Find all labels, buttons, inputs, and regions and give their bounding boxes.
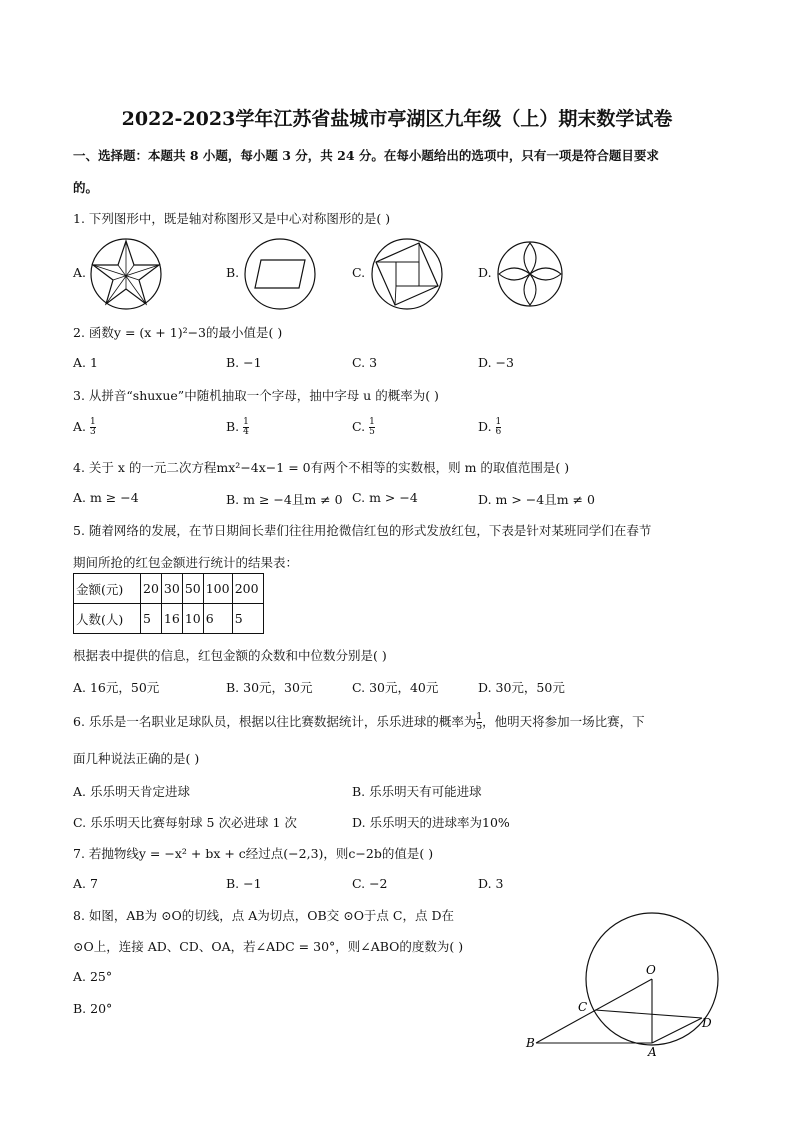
- q8-stem-line1: 8. 如图，AB为 ⊙O的切线，点 A为切点，OB交 ⊙O于点 C，点 D在: [73, 908, 454, 923]
- red-envelope-table: [73, 573, 264, 634]
- page-title: 2022-2023学年江苏省盐城市亭湖区九年级（上）期末数学试卷: [121, 108, 673, 130]
- q3-option-c-label: C.: [352, 419, 366, 434]
- section-heading: 一、选择题：本题共 8 小题，每小题 3 分，共 24 分。在每小题给出的选项中，只有一项是符合题目要求: [73, 148, 659, 163]
- fraction-denominator: 3: [90, 427, 96, 437]
- fraction-numerator: 1: [495, 417, 502, 427]
- q2-option-c: C. 3: [352, 355, 378, 370]
- q6-stem-post: ，他明天将参加一场比赛，下: [482, 714, 645, 729]
- q2-option-d: D. −3: [478, 355, 514, 370]
- q2-stem-post: 的最小值是( ): [206, 325, 283, 340]
- q6-stem-pre: 6. 乐乐是一名职业足球队员，根据以往比赛数据统计，乐乐进球的概率为: [73, 714, 477, 729]
- q1-option-c: C.: [352, 265, 366, 280]
- parallelogram-in-circle-figure: [243, 238, 317, 310]
- table-cell: 6: [203, 604, 232, 634]
- fraction-denominator: 6: [495, 427, 502, 437]
- q5-option-c: C. 30元，40元: [352, 680, 439, 695]
- q7-option-d: D. 3: [478, 876, 504, 891]
- q5-option-a: A. 16元，50元: [73, 680, 160, 695]
- point-label-b: B: [526, 1036, 535, 1050]
- tangent-circle-figure: [520, 910, 730, 1060]
- q3-option-b: [226, 418, 249, 437]
- table-cell: 5: [232, 604, 263, 634]
- q5-stem-line2: 期间所抢的红包金额进行统计的结果表：: [73, 555, 299, 570]
- table-cell: 金额(元): [74, 574, 141, 604]
- section-heading-cont: 的。: [73, 180, 99, 195]
- table-cell: 100: [203, 574, 232, 604]
- q7-option-b: B. −1: [226, 876, 262, 891]
- q3-option-d-label: D.: [478, 419, 492, 434]
- q6-option-b: B. 乐乐明天有可能进球: [352, 784, 482, 799]
- q5-question: 根据表中提供的信息，红包金额的众数和中位数分别是( ): [73, 648, 387, 663]
- q8-option-a: A. 25°: [73, 969, 113, 984]
- q7-option-c: C. −2: [352, 876, 388, 891]
- table-row: [74, 604, 264, 634]
- q1-option-a: A.: [73, 265, 87, 280]
- q3-option-a-fraction: [90, 418, 96, 437]
- q8-option-b: B. 20°: [73, 1001, 113, 1016]
- segment-ad: [652, 1018, 702, 1043]
- q3-option-c: [352, 418, 375, 437]
- fraction-denominator: 5: [476, 722, 483, 732]
- q4-stem: [73, 458, 569, 476]
- q6-stem-line1: [73, 712, 645, 732]
- q5-option-b: B. 30元，30元: [226, 680, 313, 695]
- q7-stem: 7. 若抛物线y = −x² + bx + c经过点(−2,3)，则c−2b的值是( ): [73, 846, 434, 861]
- q8-stem-line2: ⊙O上，连接 AD、CD、OA，若∠ADC = 30°，则∠ABO的度数为( ): [73, 939, 464, 954]
- segment-bo: [536, 979, 652, 1043]
- q3-option-a-label: A.: [73, 419, 87, 434]
- q6-option-d: D. 乐乐明天的进球率为10%: [352, 815, 510, 830]
- table-cell: 200: [232, 574, 263, 604]
- q7-option-a: A. 7: [73, 876, 98, 891]
- q2-formula: y = (x + 1)²−3: [113, 325, 207, 340]
- table-cell: 30: [161, 574, 182, 604]
- q2-option-b: B. −1: [226, 355, 262, 370]
- table-cell: 10: [182, 604, 203, 634]
- q6-option-a: A. 乐乐明天肯定进球: [73, 784, 190, 799]
- fraction-numerator: 1: [369, 417, 375, 427]
- fraction-numerator: 1: [90, 417, 96, 427]
- point-label-d: D: [702, 1016, 712, 1030]
- q4-option-c: C. m > −4: [352, 490, 418, 505]
- star-in-circle-figure: [89, 238, 163, 310]
- q2-stem-pre: 2. 函数: [73, 325, 114, 340]
- fraction-numerator: 1: [476, 712, 483, 722]
- q3-option-b-fraction: [243, 418, 249, 437]
- fraction-denominator: 4: [243, 427, 249, 437]
- point-label-c: C: [578, 1000, 588, 1014]
- q3-option-b-label: B.: [226, 419, 240, 434]
- q3-option-d-fraction: [496, 418, 502, 437]
- square-in-circle-figure: [370, 238, 444, 310]
- q3-stem: 3. 从拼音“shuxue”中随机抽取一个字母，抽中字母 u 的概率为( ): [73, 388, 439, 403]
- q3-option-c-fraction: [369, 418, 375, 437]
- q1-option-b: B.: [226, 265, 240, 280]
- segment-cd: [595, 1010, 702, 1018]
- table-cell: 5: [141, 604, 162, 634]
- table-row: [74, 574, 264, 604]
- table-cell: 50: [182, 574, 203, 604]
- q5-stem-line1: 5. 随着网络的发展，在节日期间长辈们往往用抢微信红包的形式发放红包，下表是针对某班同学们在春节: [73, 523, 652, 538]
- q5-option-d: D. 30元，50元: [478, 680, 565, 695]
- table-cell: 16: [161, 604, 182, 634]
- flower-in-circle-figure: [496, 240, 564, 308]
- fraction-denominator: 5: [369, 427, 375, 437]
- q3-option-d: [478, 418, 501, 437]
- q4-stem-pre: 4. 关于 x 的一元二次方程: [73, 460, 217, 475]
- q4-option-b: B. m ≥ −4且m ≠ 0: [226, 492, 343, 507]
- q4-formula: mx²−4x−1 = 0: [216, 460, 311, 475]
- table-cell: 人数(人): [74, 604, 141, 634]
- q4-option-d: D. m > −4且m ≠ 0: [478, 492, 595, 507]
- q1-option-d: D.: [478, 265, 492, 280]
- q4-option-a: A. m ≥ −4: [73, 490, 139, 505]
- q6-stem-line2: 面几种说法正确的是( ): [73, 751, 200, 766]
- point-label-a: A: [648, 1045, 657, 1059]
- point-label-o: O: [646, 963, 656, 977]
- fraction-numerator: 1: [243, 417, 249, 427]
- q3-option-a: [73, 418, 96, 437]
- q2-option-a: A. 1: [73, 355, 98, 370]
- table-cell: 20: [141, 574, 162, 604]
- q2-stem: [73, 323, 282, 341]
- q1-stem: 1. 下列图形中，既是轴对称图形又是中心对称图形的是( ): [73, 211, 391, 226]
- q6-option-c: C. 乐乐明天比赛每射球 5 次必进球 1 次: [73, 815, 297, 830]
- q4-stem-post: 有两个不相等的实数根，则 m 的取值范围是( ): [310, 460, 570, 475]
